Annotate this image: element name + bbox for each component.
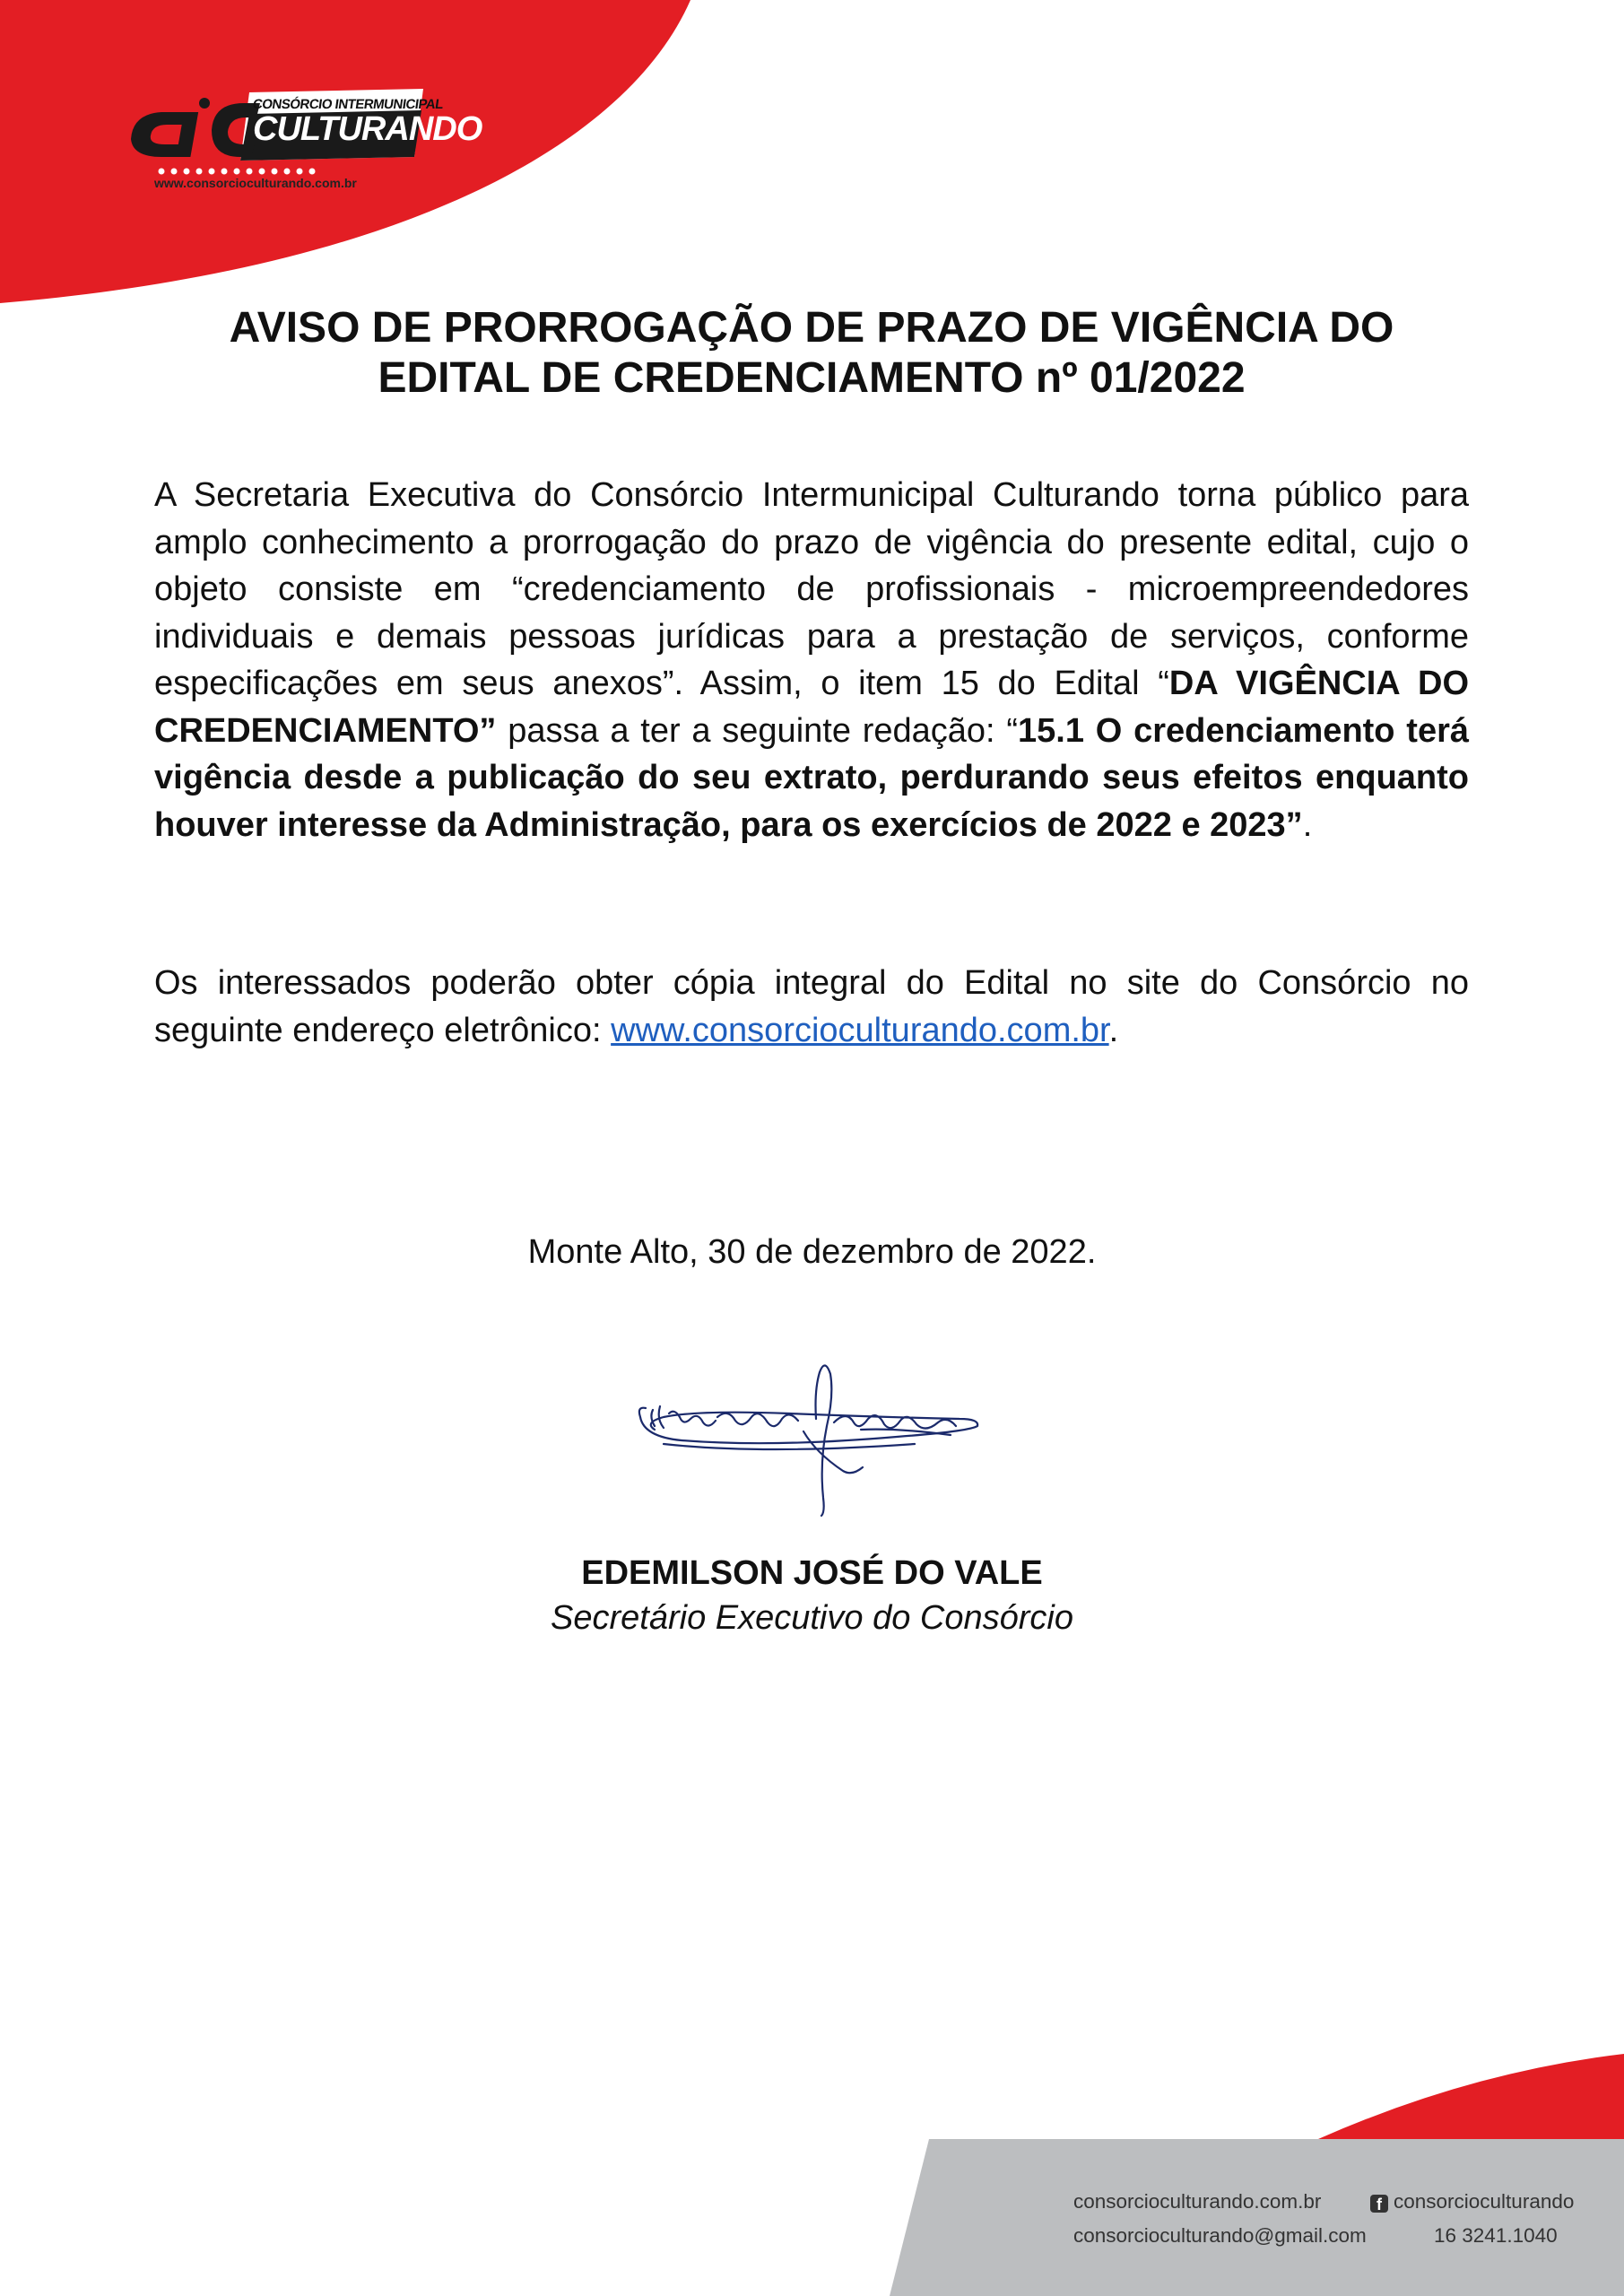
footer-email: consorcioculturando@gmail.com: [1073, 2224, 1367, 2247]
p2-text-1: Os interessados poderão obter cópia integral do Edital no site do Consórcio no seguinte endereço eletrônico:: [154, 964, 1469, 1049]
website-link[interactable]: www.consorcioculturando.com.br: [611, 1011, 1109, 1049]
handwritten-signature: [628, 1354, 986, 1525]
date-line: Monte Alto, 30 de dezembro de 2022.: [527, 1233, 1097, 1271]
facebook-icon: f: [1370, 2195, 1388, 2213]
logo-subtitle: CONSÓRCIO INTERMUNICIPAL: [251, 97, 445, 112]
p1-text-1: A Secretaria Executiva do Consórcio Intermunicipal Culturando torna público para amplo conhecimento a prorrogação do prazo de vigência do presente edital, cujo o objeto consiste em “credenciamento de profissionais - microempreendedores individuais e demais pessoas jurídicas para a prestação de serviços, conforme especificações em seus anexos”. Assim, o item 15 do Edital “: [154, 476, 1469, 702]
p1-text-2: passa a ter a seguinte redação: “: [496, 711, 1019, 750]
p1-text-3: .: [1302, 805, 1313, 844]
footer-website: consorcioculturando.com.br: [1073, 2190, 1322, 2213]
title-line-1: AVISO DE PRORROGAÇÃO DE PRAZO DE VIGÊNCIA DO: [229, 304, 1394, 352]
paragraph-access: [154, 960, 1469, 1054]
logo-url: www.consorcioculturando.com.br: [154, 176, 357, 190]
footer-facebook-label: consorcioculturando: [1394, 2190, 1575, 2213]
p1-bold-2: 15.1 O credenciamento terá vigência desde a publicação do seu extrato, perdurando seus efeitos enquanto houver interesse da Administração, para os exercícios de 2022 e 2023”: [154, 711, 1469, 844]
logo-name: CULTURANDO: [253, 110, 482, 148]
footer-phone: 16 3241.1040: [1434, 2224, 1558, 2247]
paragraph-announcement: [154, 472, 1469, 848]
p1-bold-1: DA VIGÊNCIA DO CREDENCIAMENTO”: [154, 665, 1469, 750]
document-title: [143, 303, 1480, 404]
signer-name: EDEMILSON JOSÉ DO VALE: [581, 1554, 1043, 1592]
header-logo: [0, 0, 482, 206]
footer-background: [0, 2000, 1624, 2296]
signer-role: Secretário Executivo do Consórcio: [551, 1599, 1073, 1637]
title-line-2: EDITAL DE CREDENCIAMENTO nº 01/2022: [378, 354, 1246, 402]
p2-text-2: .: [1108, 1011, 1119, 1049]
footer-facebook: [1370, 2190, 1574, 2213]
